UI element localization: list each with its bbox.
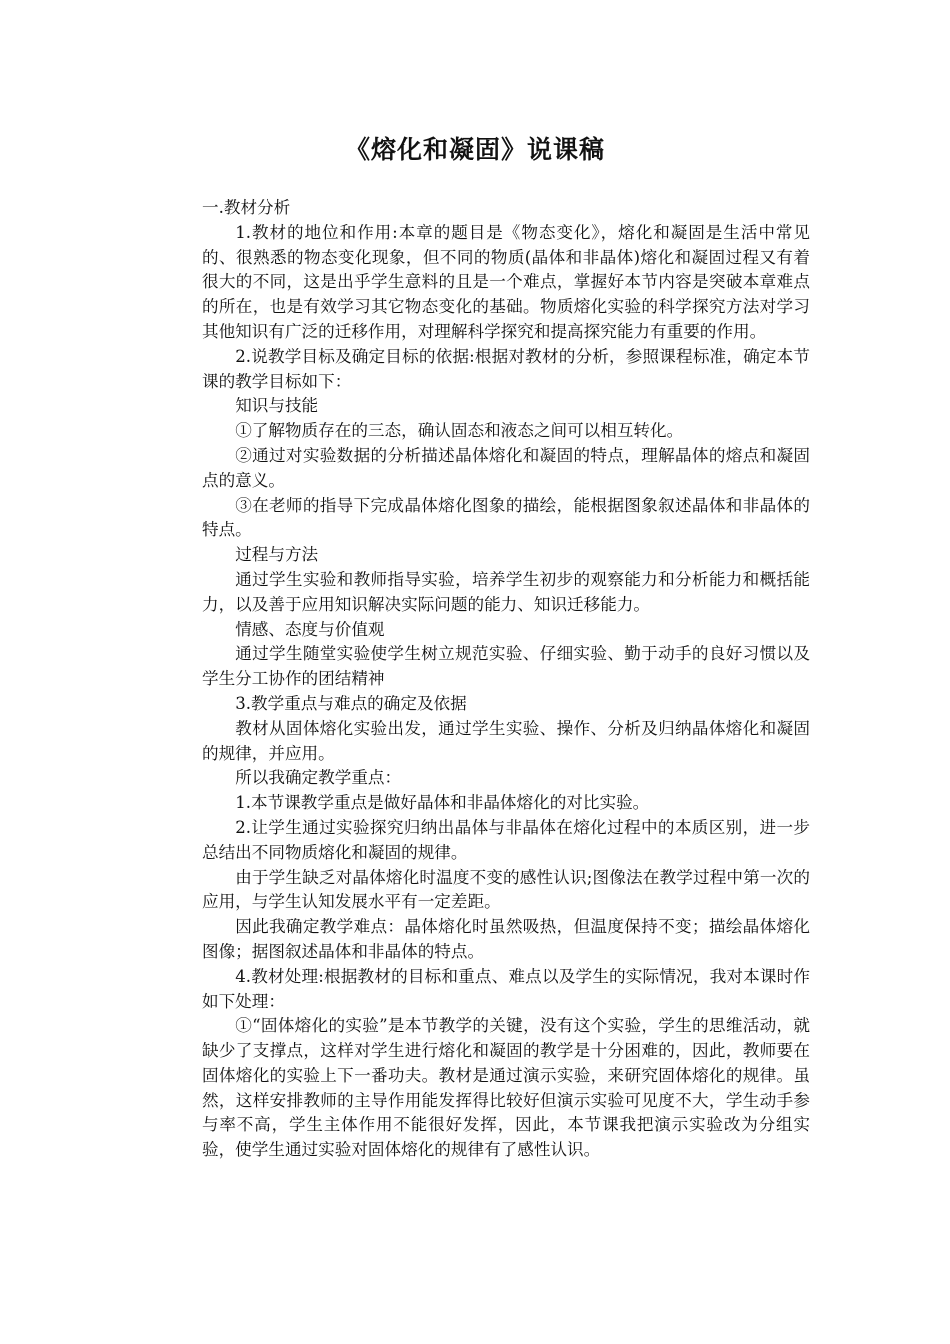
subheading: 知识与技能 (235, 396, 319, 416)
list-item: ①了解物质存在的三态，确认固态和液态之间可以相互转化。 (235, 421, 684, 441)
list-item: ③在老师的指导下完成晶体熔化图象的描绘，能根据图象叙述晶体和非晶体的特点。 (202, 495, 810, 540)
subheading: 情感、态度与价值观 (235, 619, 385, 639)
paragraph: 通过学生实验和教师指导实验，培养学生初步的观察能力和分析能力和概括能力，以及善于应用知识解决实际问题的能力、知识迁移能力。 (202, 569, 810, 614)
paragraph: 4.教材处理:根据教材的目标和重点、难点以及学生的实际情况，我对本课时作如下处理： (202, 966, 810, 1011)
list-item: ②通过对实验数据的分析描述晶体熔化和凝固的特点，理解晶体的熔点和凝固点的意义。 (202, 445, 810, 490)
subheading: 3.教学重点与难点的确定及依据 (235, 693, 467, 713)
paragraph: 教材从固体熔化实验出发，通过学生实验、操作、分析及归纳晶体熔化和凝固的规律，并应用。 (202, 718, 810, 763)
paragraph: 所以我确定教学重点： (235, 768, 402, 788)
list-item: 1.本节课教学重点是做好晶体和非晶体熔化的对比实验。 (235, 793, 650, 813)
paragraph: 2.说教学目标及确定目标的依据:根据对教材的分析，参照课程标准，确定本节课的教学目标如下： (202, 346, 810, 391)
document-body (202, 196, 810, 1163)
subheading: 过程与方法 (235, 545, 319, 565)
section-heading: 一.教材分析 (202, 198, 291, 217)
paragraph: 通过学生随堂实验使学生树立规范实验、仔细实验、勤于动手的良好习惯以及学生分工协作的团结精神 (202, 644, 810, 689)
list-item: 2.让学生通过实验探究归纳出晶体与非晶体在熔化过程中的本质区别，进一步总结出不同物质熔化和凝固的规律。 (202, 817, 810, 862)
paragraph: 1.教材的地位和作用:本章的题目是《物态变化》，熔化和凝固是生活中常见的、很熟悉的物态变化现象，但不同的物质(晶体和非晶体)熔化和凝固过程又有着很大的不同，这是出乎学生意料的且是一个难点，掌握好本节内容是突破本章难点的所在，也是有效学习其它物态变化的基础。物质熔化实验的科学探究方法对学习其他知识有广泛的迁移作用，对理解科学探究和提高探究能力有重要的作用。 (202, 222, 810, 341)
paragraph: ①“固体熔化的实验”是本节教学的关键，没有这个实验，学生的思维活动，就缺少了支撑点，这样对学生进行熔化和凝固的教学是十分困难的，因此，教师要在固体熔化的实验上下一番功夫。教材是通过演示实验，来研究固体熔化的规律。虽然，这样安排教师的主导作用能发挥得比较好但演示实验可见度不大，学生动手参与率不高，学生主体作用不能很好发挥，因此，本节课我把演示实验改为分组实验，使学生通过实验对固体熔化的规律有了感性认识。 (202, 1016, 810, 1160)
document-title: 《熔化和凝固》说课稿 (344, 135, 605, 164)
paragraph: 由于学生缺乏对晶体熔化时温度不变的感性认识;图像法在教学过程中第一次的应用，与学生认知发展水平有一定差距。 (202, 867, 810, 912)
paragraph: 因此我确定教学难点：晶体熔化时虽然吸热，但温度保持不变；描绘晶体熔化图像；据图叙述晶体和非晶体的特点。 (202, 917, 810, 961)
